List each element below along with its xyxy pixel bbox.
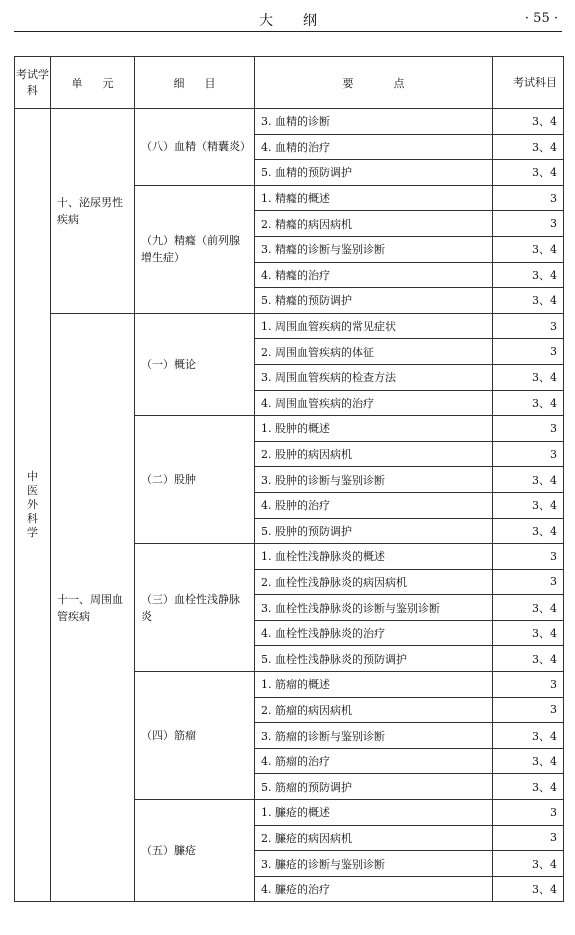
point-cell: 4. 血栓性浅静脉炎的治疗 (255, 620, 493, 646)
point-cell: 3. 筋瘤的诊断与鉴别诊断 (255, 723, 493, 749)
point-cell: 2. 周围血管疾病的体征 (255, 339, 493, 365)
level-cell: 3 (493, 569, 564, 595)
point-cell: 1. 筋瘤的概述 (255, 672, 493, 698)
page-number: · 55 · (524, 11, 558, 26)
point-cell: 4. 臁疮的治疗 (255, 876, 493, 902)
point-cell: 3. 血栓性浅静脉炎的诊断与鉴别诊断 (255, 595, 493, 621)
point-cell: 4. 血精的治疗 (255, 134, 493, 160)
unit-cell: 十、泌尿男性疾病 (51, 109, 135, 314)
table-row (15, 313, 564, 339)
level-cell: 3、4 (493, 518, 564, 544)
page-title: 大纲 (259, 13, 347, 29)
level-cell: 3 (493, 339, 564, 365)
detail-cell: （二）股肿 (135, 416, 255, 544)
point-cell: 2. 血栓性浅静脉炎的病因病机 (255, 569, 493, 595)
point-cell: 5. 血栓性浅静脉炎的预防调护 (255, 646, 493, 672)
point-cell: 5. 股肿的预防调护 (255, 518, 493, 544)
subject-cell: 中医外科学 (15, 109, 51, 902)
level-cell: 3、4 (493, 236, 564, 262)
syllabus-table (14, 56, 564, 902)
level-cell: 3 (493, 825, 564, 851)
point-cell: 3. 臁疮的诊断与鉴别诊断 (255, 851, 493, 877)
detail-cell: （一）概论 (135, 313, 255, 415)
unit-cell: 十一、周围血管疾病 (51, 313, 135, 902)
level-cell: 3、4 (493, 160, 564, 186)
level-cell: 3、4 (493, 390, 564, 416)
level-cell: 3 (493, 672, 564, 698)
point-cell: 2. 筋瘤的病因病机 (255, 697, 493, 723)
point-cell: 4. 筋瘤的治疗 (255, 748, 493, 774)
level-cell: 3、4 (493, 851, 564, 877)
level-cell: 3、4 (493, 364, 564, 390)
level-cell: 3、4 (493, 262, 564, 288)
level-cell: 3、4 (493, 134, 564, 160)
point-cell: 1. 臁疮的概述 (255, 800, 493, 826)
level-cell: 3、4 (493, 467, 564, 493)
level-cell: 3 (493, 211, 564, 237)
point-cell: 3. 股肿的诊断与鉴别诊断 (255, 467, 493, 493)
level-cell: 3、4 (493, 774, 564, 800)
level-cell: 3 (493, 697, 564, 723)
level-cell: 3、4 (493, 620, 564, 646)
level-cell: 3 (493, 416, 564, 442)
level-cell: 3 (493, 185, 564, 211)
level-cell: 3、4 (493, 723, 564, 749)
level-cell: 3 (493, 544, 564, 570)
point-cell: 4. 精癃的治疗 (255, 262, 493, 288)
level-cell: 3、4 (493, 646, 564, 672)
point-cell: 3. 周围血管疾病的检查方法 (255, 364, 493, 390)
header-level: 考试科目 (493, 57, 564, 109)
point-cell: 2. 臁疮的病因病机 (255, 825, 493, 851)
level-cell: 3、4 (493, 876, 564, 902)
level-cell: 3、4 (493, 748, 564, 774)
level-cell: 3、4 (493, 109, 564, 135)
point-cell: 2. 精癃的病因病机 (255, 211, 493, 237)
point-cell: 5. 精癃的预防调护 (255, 288, 493, 314)
header-subject: 考试学科 (15, 57, 51, 109)
point-cell: 4. 股肿的治疗 (255, 492, 493, 518)
detail-cell: （八）血精（精囊炎） (135, 109, 255, 186)
point-cell: 5. 筋瘤的预防调护 (255, 774, 493, 800)
header-point: 要点 (255, 57, 493, 109)
point-cell: 5. 血精的预防调护 (255, 160, 493, 186)
point-cell: 3. 精癃的诊断与鉴别诊断 (255, 236, 493, 262)
header-unit: 单元 (51, 57, 135, 109)
point-cell: 1. 精癃的概述 (255, 185, 493, 211)
level-cell: 3、4 (493, 595, 564, 621)
detail-cell: （四）筋瘤 (135, 672, 255, 800)
detail-cell: （九）精癃（前列腺增生症） (135, 185, 255, 313)
header-detail: 细目 (135, 57, 255, 109)
level-cell: 3、4 (493, 288, 564, 314)
level-cell: 3 (493, 313, 564, 339)
table-row (15, 109, 564, 135)
table-header-row (15, 57, 564, 109)
point-cell: 1. 血栓性浅静脉炎的概述 (255, 544, 493, 570)
point-cell: 2. 股肿的病因病机 (255, 441, 493, 467)
point-cell: 1. 股肿的概述 (255, 416, 493, 442)
level-cell: 3 (493, 441, 564, 467)
detail-cell: （五）臁疮 (135, 800, 255, 902)
level-cell: 3、4 (493, 492, 564, 518)
page-header (14, 8, 562, 30)
point-cell: 1. 周围血管疾病的常见症状 (255, 313, 493, 339)
level-cell: 3 (493, 800, 564, 826)
point-cell: 4. 周围血管疾病的治疗 (255, 390, 493, 416)
table-body (15, 109, 564, 902)
header-rule (14, 31, 562, 32)
detail-cell: （三）血栓性浅静脉炎 (135, 544, 255, 672)
point-cell: 3. 血精的诊断 (255, 109, 493, 135)
